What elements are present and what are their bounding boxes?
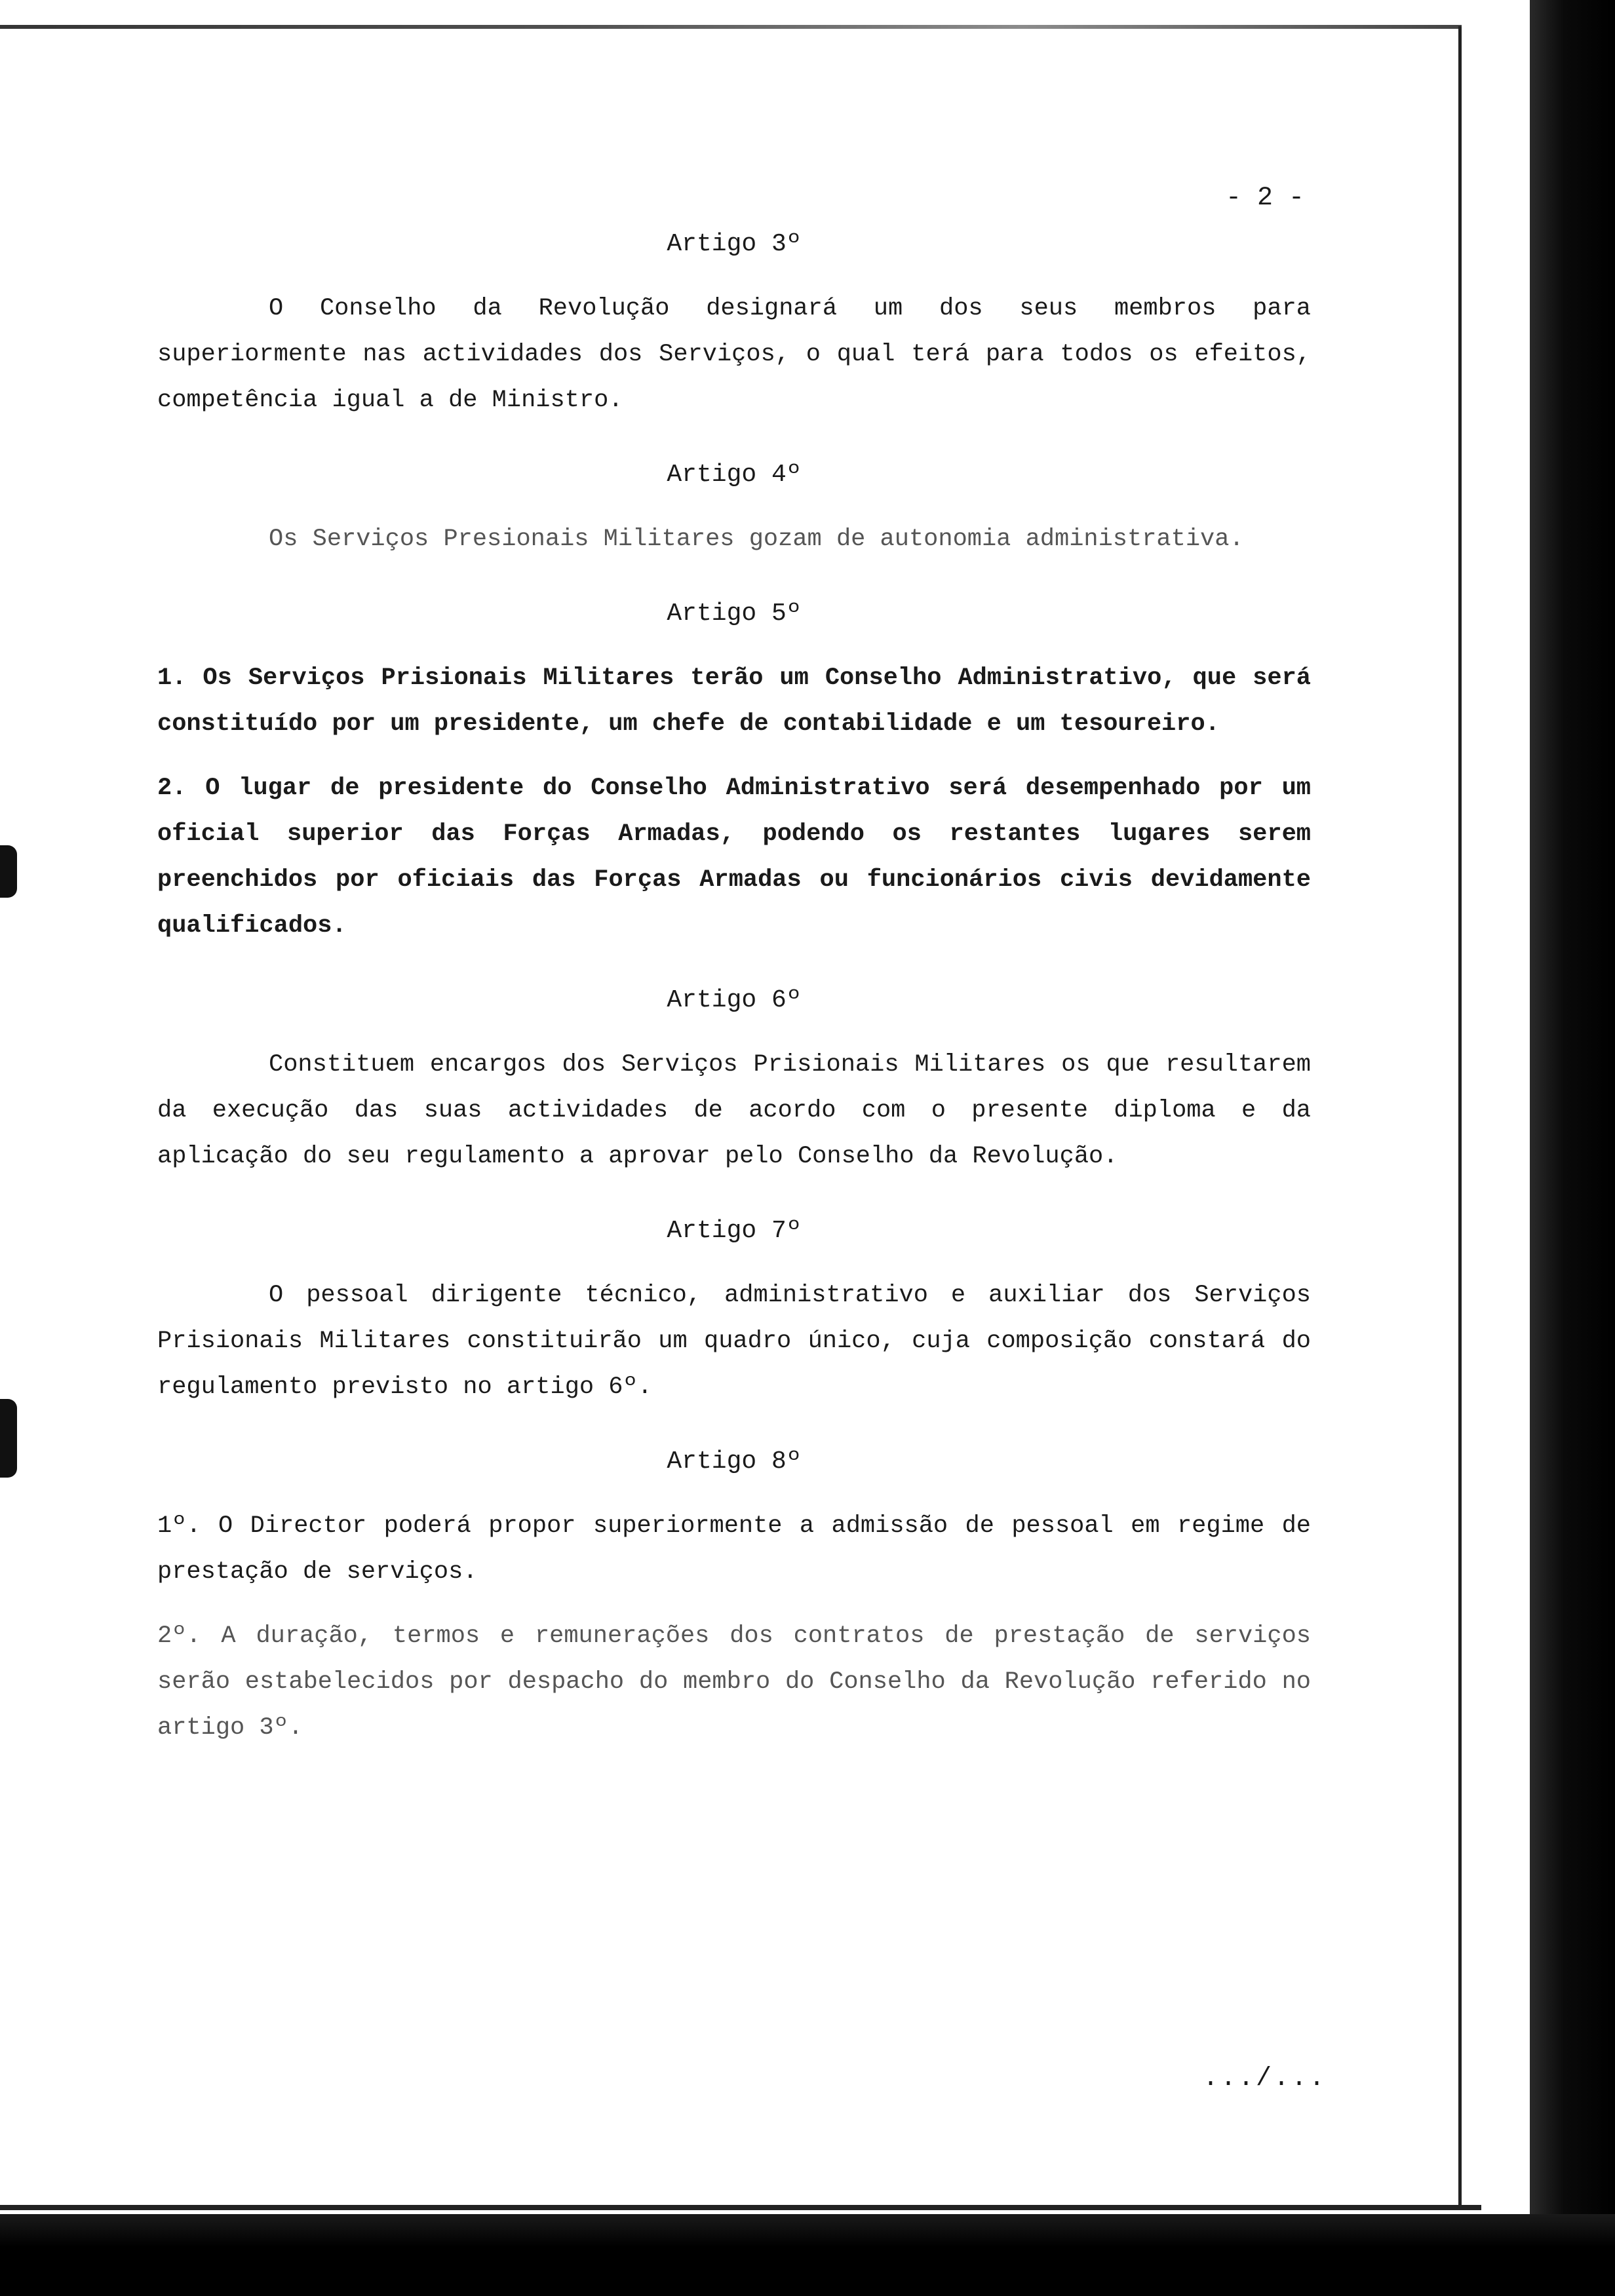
article-heading: Artigo 3º — [667, 230, 802, 258]
article-heading: Artigo 7º — [667, 1217, 802, 1245]
article-heading: Artigo 4º — [667, 461, 802, 489]
article-3 — [157, 221, 1311, 423]
scan-shadow-bottom — [0, 2214, 1615, 2296]
article-7 — [157, 1208, 1311, 1410]
article-4 — [157, 452, 1311, 562]
scan-border-right — [1458, 26, 1462, 2208]
article-paragraph: 2. O lugar de presidente do Conselho Administrativo será desempenhado por um oficial superior das Forças Armadas, podendo os restantes lugares serem preenchidos por oficiais das Forças Armadas ou funcionários civis devidamente qualificados. — [157, 775, 1311, 940]
scan-edge-top — [0, 25, 1462, 29]
article-paragraph: O pessoal dirigente técnico, administrativo e auxiliar dos Serviços Prisionais Militares constituirão um quadro único, cuja composição constará do regulamento previsto no artigo 6º. — [157, 1282, 1311, 1401]
article-heading: Artigo 8º — [667, 1447, 802, 1476]
article-paragraph: Os Serviços Presionais Militares gozam de autonomia administrativa. — [269, 526, 1244, 553]
article-heading: Artigo 6º — [667, 986, 802, 1014]
article-paragraph: 2º. A duração, termos e remunerações dos contratos de prestação de serviços serão estabelecidos por despacho do membro do Conselho da Revolução referido no artigo 3º. — [157, 1622, 1311, 1742]
article-5 — [157, 591, 1311, 949]
article-heading: Artigo 5º — [667, 600, 802, 628]
article-paragraph: Constituem encargos dos Serviços Prisionais Militares os que resultarem da execução das suas actividades de acordo com o presente diploma e da aplicação do seu regulamento a aprovar pelo Conselho da Revolução. — [157, 1051, 1311, 1170]
document-body — [157, 164, 1311, 1751]
punch-hole-mark-lower — [0, 1399, 17, 1478]
page-number: - 2 - — [1226, 183, 1305, 213]
article-paragraph: O Conselho da Revolução designará um dos seus membros para superiormente nas actividades dos Serviços, o qual terá para todos os efeitos, competência igual a de Ministro. — [157, 295, 1311, 414]
article-8 — [157, 1439, 1311, 1751]
continuation-mark: .../... — [1203, 2064, 1327, 2094]
article-paragraph: 1. Os Serviços Prisionais Militares terão um Conselho Administrativo, que será constituído por um presidente, um chefe de contabilidade e um tesoureiro. — [157, 664, 1311, 738]
article-paragraph: 1º. O Director poderá propor superiormente a admissão de pessoal em regime de prestação de serviços. — [157, 1512, 1311, 1586]
punch-hole-mark-upper — [0, 845, 17, 898]
article-6 — [157, 978, 1311, 1179]
scan-shadow-right — [1530, 0, 1615, 2296]
scan-border-bottom — [0, 2205, 1481, 2210]
